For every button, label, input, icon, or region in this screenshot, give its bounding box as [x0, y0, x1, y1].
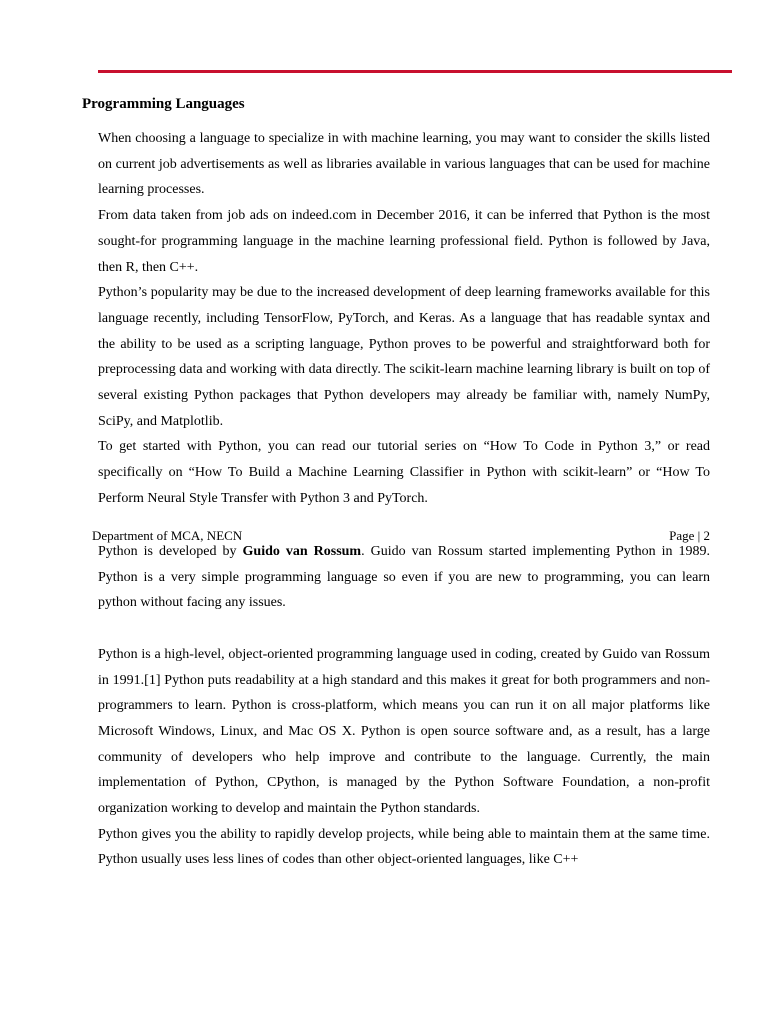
intro-suffix: . Guido van Rossum started implementing Python in 1989. Python is a very simple programming language so even if you are new to programming, you can learn python without facing any issues. — [98, 544, 710, 611]
paragraph-3: Python’s popularity may be due to the increased development of deep learning frameworks available for this language recently, including TensorFlow, PyTorch, and Keras. As a language that has readable syntax and the ability to be used as a scripting language, Python proves to be powerful and straightforward both for preprocessing data and working with data directly. The scikit-learn machine learning library is built on top of several existing Python packages that Python developers may already be familiar with, namely NumPy, SciPy, and Matplotlib. — [98, 285, 710, 429]
header-rule — [98, 70, 732, 73]
paragraph-4: To get started with Python, you can read our tutorial series on “How To Code in Python 3,” or read specifically on “How To Build a Machine Learning Classifier in Python with scikit-learn” or “How To Perform Neural Style Transfer with Python 3 and PyTorch. — [98, 439, 710, 506]
paragraph-2: From data taken from job ads on indeed.com in December 2016, it can be inferred that Python is the most sought-for programming language in the machine learning professional field. Python is followed by Java, then R, then C++. — [98, 208, 710, 275]
section-body — [98, 126, 710, 512]
author-name: Guido van Rossum — [242, 544, 362, 559]
intro-paragraph — [98, 539, 710, 616]
paragraph-python-benefits: Python gives you the ability to rapidly develop projects, while being able to maintain them at the same time. Python usually uses less lines of codes than other object-oriented languages, like C++ — [98, 826, 710, 868]
footer-page-number: Page | 2 — [669, 528, 710, 543]
footer-department: Department of MCA, NECN — [92, 528, 243, 543]
paragraph-1: When choosing a language to specialize in with machine learning, you may want to consider the skills listed on current job advertisements as well as libraries available in various languages that can be used for machine learning processes. — [98, 131, 710, 198]
paragraph-python-overview: Python is a high-level, object-oriented programming language used in coding, created by Guido van Rossum in 1991.[1] Python puts readability at a high standard and this makes it great for both programmers and non-programmers to learn. Python is cross-platform, which means you can run it on all major platforms like Microsoft Windows, Linux, and Mac OS X. Python is open source software and, as a result, has a large community of developers who help improve and contribute to the language. Currently, the main implementation of Python, CPython, is managed by the Python Software Foundation, a non-profit organization working to develop and maintain the Python standards. — [98, 646, 710, 817]
intro-prefix: Python is developed by — [98, 544, 243, 559]
next-page-body — [98, 539, 710, 873]
section-heading: Programming Languages — [82, 96, 245, 112]
